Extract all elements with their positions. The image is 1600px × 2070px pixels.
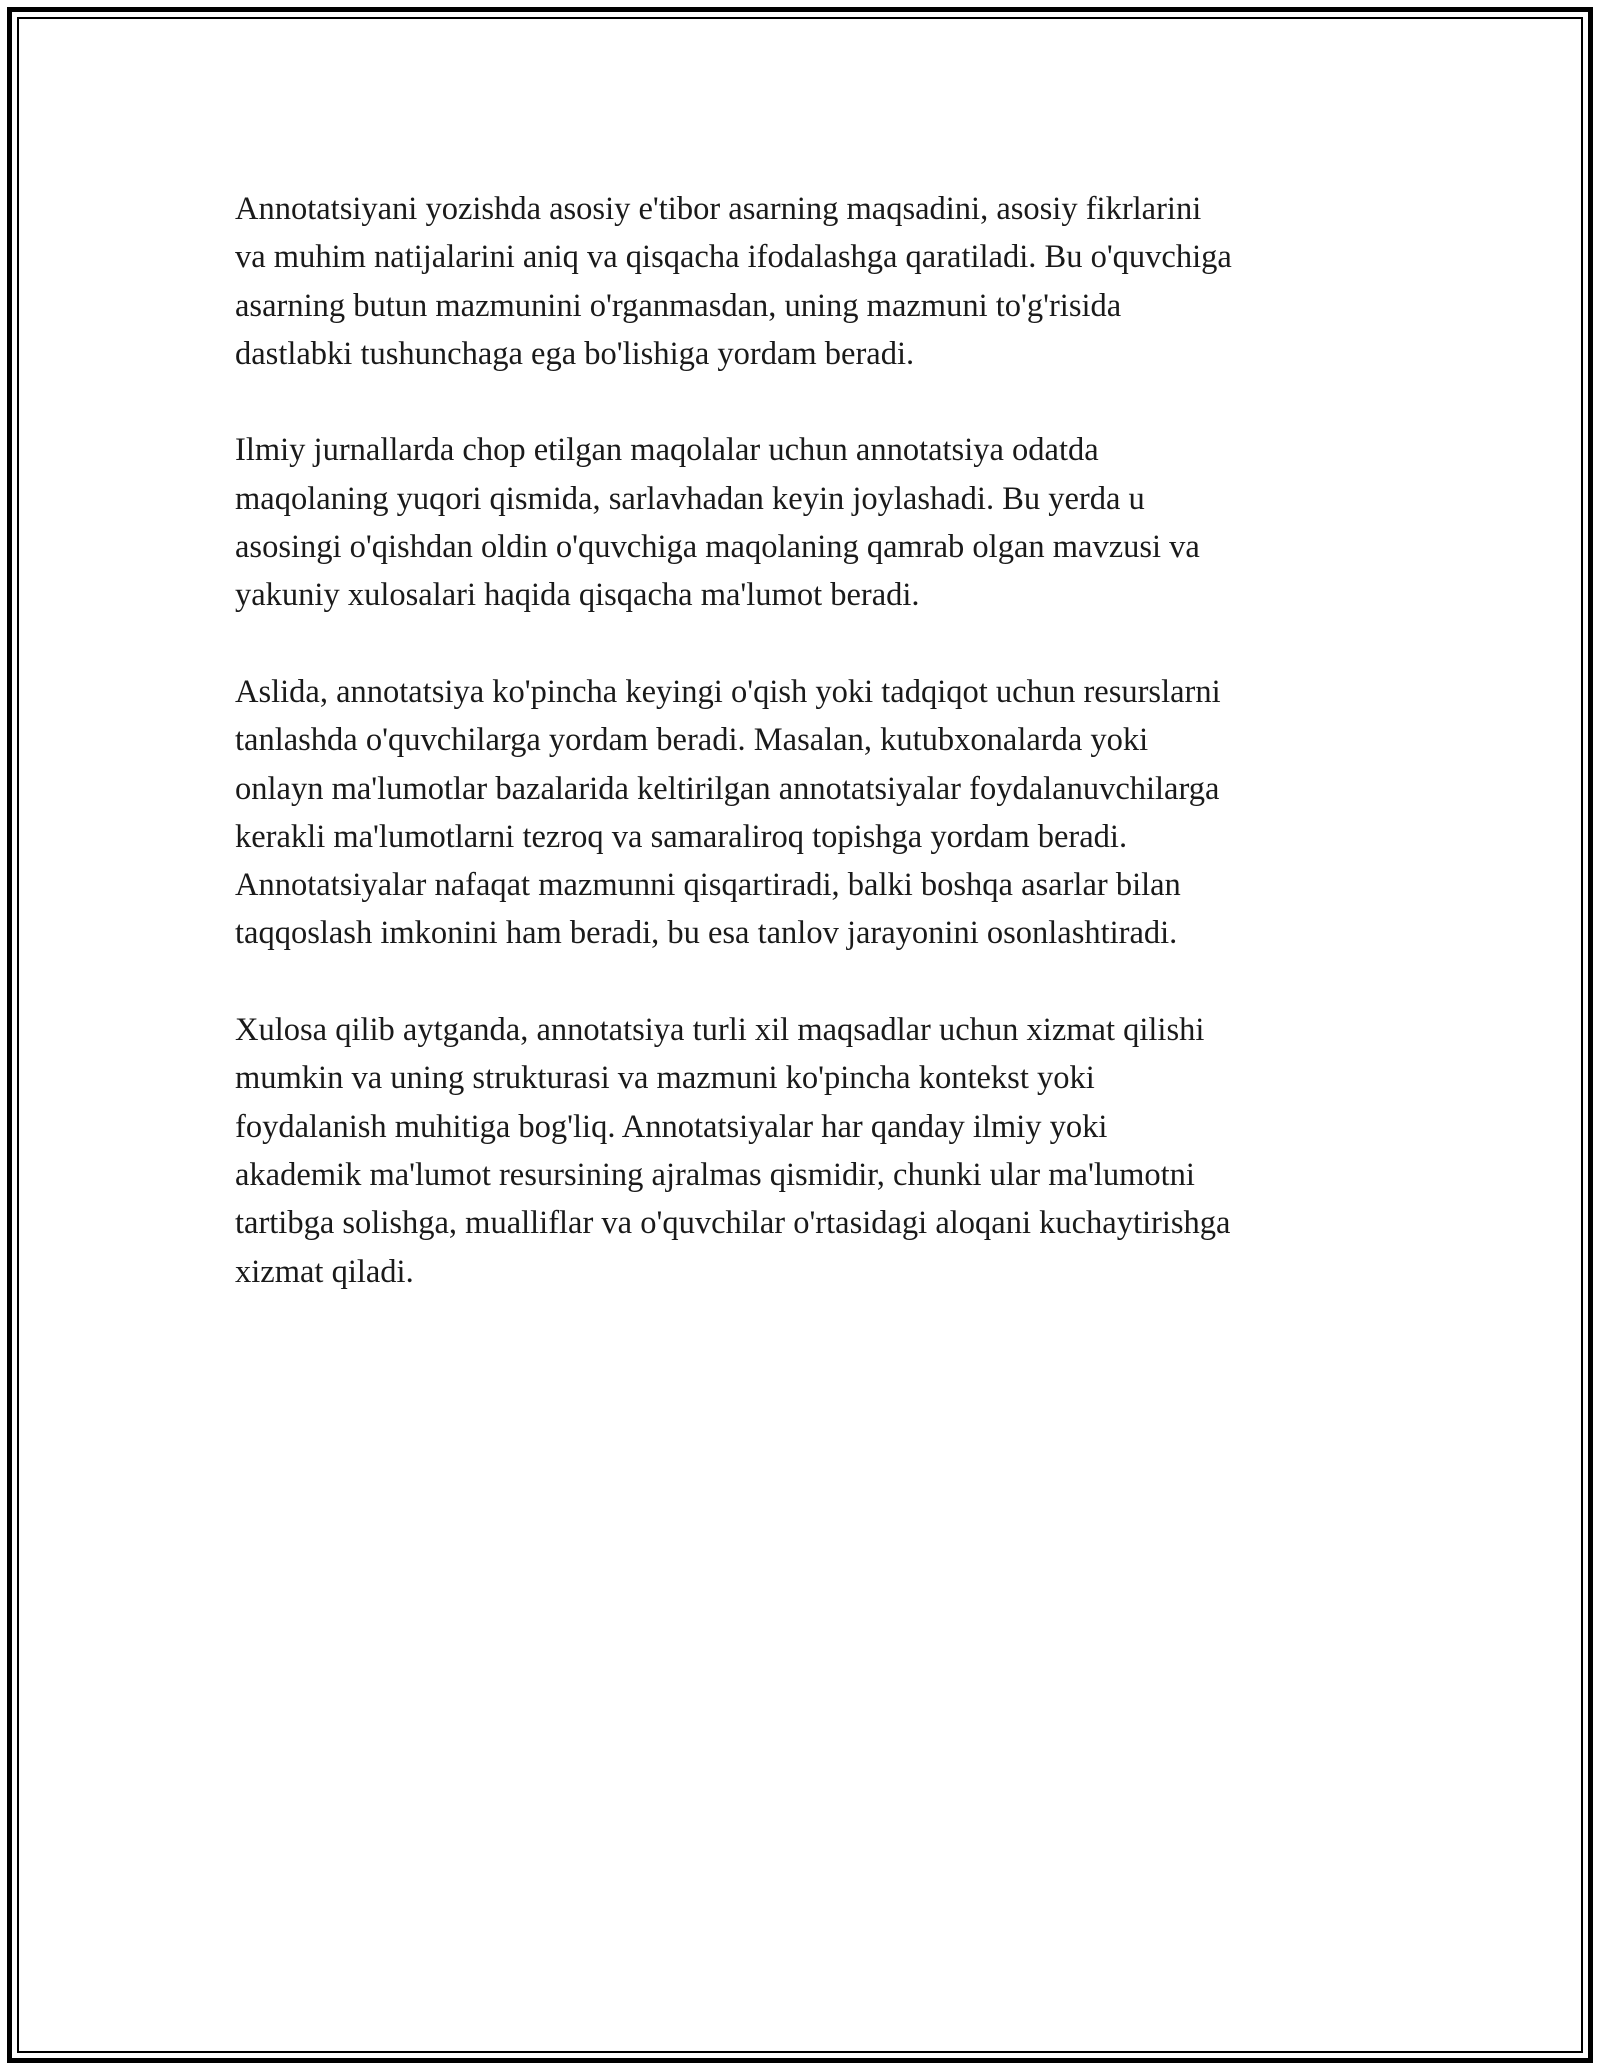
- text-line: va muhim natijalarini aniq va qisqacha ifodalashga qaratiladi. Bu o'quvchiga: [235, 239, 1232, 276]
- text-line: Annotatsiyani yozishda asosiy e'tibor asarning maqsadini, asosiy fikrlarini: [235, 191, 1202, 227]
- text-line: Xulosa qilib aytganda, annotatsiya turli xil maqsadlar uchun xizmat qilishi: [235, 1012, 1205, 1049]
- paragraph-4: [235, 1006, 1380, 1296]
- text-line: xizmat qiladi.: [235, 1253, 414, 1290]
- text-line: tartibga solishga, mualliflar va o'quvchilar o'rtasidagi aloqani kuchaytirishga: [235, 1205, 1231, 1242]
- paragraph-2: [235, 426, 1380, 619]
- text-line: Annotatsiyalar nafaqat mazmunni qisqartiradi, balki boshqa asarlar bilan: [235, 867, 1181, 904]
- paragraph-1: [235, 185, 1380, 378]
- text-line: maqolaning yuqori qismida, sarlavhadan keyin joylashadi. Bu yerda u: [235, 480, 1145, 517]
- text-line: tanlashda o'quvchilarga yordam beradi. Masalan, kutubxonalarda yoki: [235, 722, 1149, 759]
- paragraph-3: [235, 668, 1380, 958]
- text-line: onlayn ma'lumotlar bazalarida keltirilgan annotatsiyalar foydalanuvchilarga: [235, 770, 1220, 807]
- text-line: asarning butun mazmunini o'rganmasdan, uning mazmuni to'g'risida: [235, 287, 1122, 324]
- text-line: dastlabki tushunchaga ega bo'lishiga yordam beradi.: [235, 335, 915, 372]
- text-line: kerakli ma'lumotlarni tezroq va samaraliroq topishga yordam beradi.: [235, 818, 1128, 855]
- text-line: Aslida, annotatsiya ko'pincha keyingi o'qish yoki tadqiqot uchun resurslarni: [235, 673, 1221, 710]
- document-body: [235, 185, 1380, 1344]
- text-line: mumkin va uning strukturasi va mazmuni ko'pincha kontekst yoki: [235, 1060, 1095, 1097]
- text-line: asosingi o'qishdan oldin o'quvchiga maqolaning qamrab olgan mavzusi va: [235, 529, 1200, 566]
- text-line: yakuniy xulosalari haqida qisqacha ma'lumot beradi.: [235, 577, 920, 614]
- text-line: taqqoslash imkonini ham beradi, bu esa tanlov jarayonini osonlashtiradi.: [235, 915, 1178, 952]
- text-line: akademik ma'lumot resursining ajralmas qismidir, chunki ular ma'lumotni: [235, 1156, 1195, 1193]
- text-line: foydalanish muhitiga bog'liq. Annotatsiyalar har qanday ilmiy yoki: [235, 1108, 1108, 1145]
- text-line: Ilmiy jurnallarda chop etilgan maqolalar uchun annotatsiya odatda: [235, 432, 1099, 469]
